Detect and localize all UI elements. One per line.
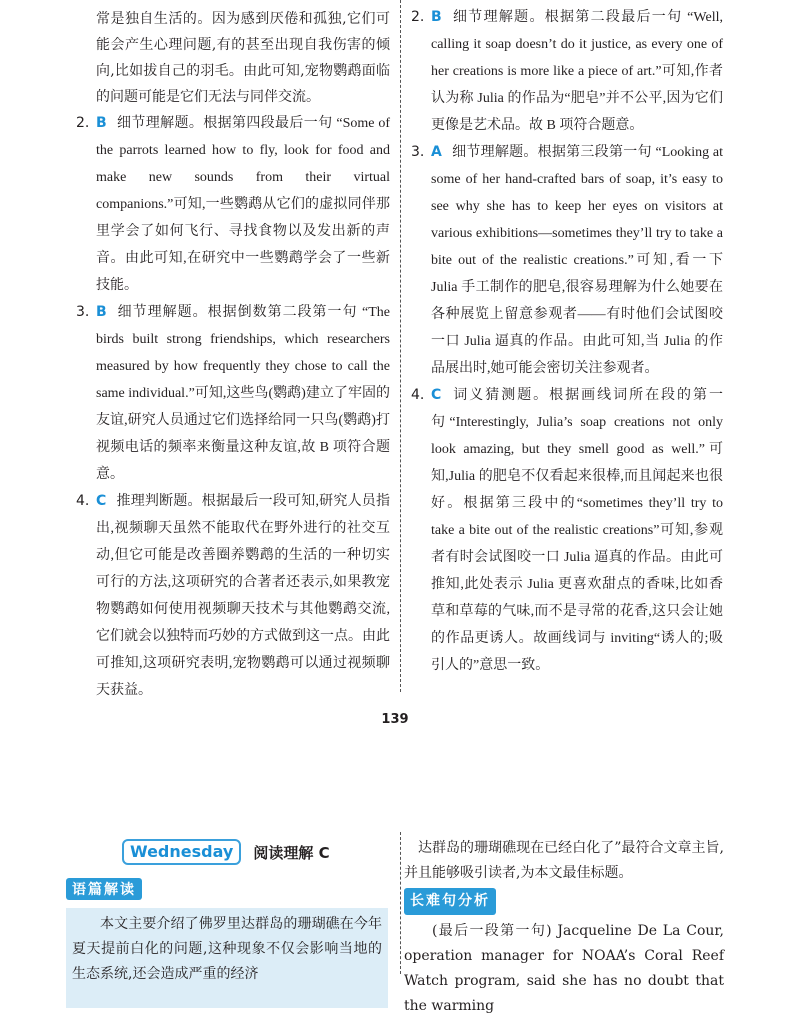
item-number: 4. (76, 493, 90, 509)
item-text: 细节理解题。根据第四段最后一句 “Some of the parrots learned how to fly, look for food and make new sounds from their virtual companions.”可知,一些鹦鹉从它们的虚拟同伴那里学会了如何飞行、寻找食物以及发出新的声音。由此可知,在研究中一些鹦鹉学会了一些新技能。 (96, 116, 390, 293)
item-number: 2. (76, 115, 90, 131)
item-text: 细节理解题。根据倒数第二段第一句 “The birds built strong friendships, which researchers measured by how frequently they chose to call the same individual.”可知,这些鸟(鹦鹉)建立了牢固的友谊,研究人员通过它们选择给同一只鸟(鹦鹉)打视频电话的频率来衡量这种友谊,故 B 项符合题意。 (96, 305, 390, 482)
left-intro-text: 常是独自生活的。因为感到厌倦和孤独,它们可能会产生心理问题,有的甚至出现自我伤害的倾向,比如拔自己的羽毛。由此可知,宠物鹦鹉面临的问题可能是它们无法与同伴交流。 (96, 11, 390, 105)
answer-letter: B (431, 9, 442, 25)
left-column (76, 6, 390, 704)
section-header (122, 836, 388, 868)
sentence-analysis-text: (最后一段第一句) Jacqueline De La Cour, operation manager for NOAA’s Coral Reef Watch program, said she has no doubt that the warming (404, 923, 724, 1014)
item-text: 推理判断题。根据最后一段可知,研究人员指出,视频聊天虽然不能取代在野外进行的社交互动,但它可能是改善圈养鹦鹉的生活的一种切实可行的方法,这项研究的合著者还表示,如果教宠物鹦鹉如何使用视频聊天技术与其他鹦鹉交流,它们就会以独特而巧妙的方式做到这一点。由此可推知,这项研究表明,宠物鹦鹉可以通过视频聊天获益。 (96, 494, 390, 698)
next-page-right (404, 836, 724, 1019)
sentence-analysis-label: 长难句分析 (404, 888, 496, 915)
title-explanation-text: 达群岛的珊瑚礁现在已经白化了”最符合文章主旨,并且能够吸引读者,为本文最佳标题。 (404, 840, 724, 881)
answer-letter: B (96, 304, 107, 320)
passage-summary-text: 本文主要介绍了佛罗里达群岛的珊瑚礁在今年夏天提前白化的问题,这种现象不仅会影响当地的生态系统,还会造成严重的经济 (72, 916, 382, 982)
right-item-2 (411, 4, 723, 139)
item-number: 2. (411, 9, 425, 25)
left-item-3 (76, 299, 390, 488)
item-number: 3. (411, 144, 425, 160)
column-divider-top (400, 0, 401, 692)
next-page-left (66, 836, 388, 1008)
section-title: 阅读理解 C (253, 843, 330, 862)
column-divider-bottom (400, 832, 401, 974)
page-number: 139 (381, 712, 409, 727)
right-column (411, 4, 723, 679)
passage-summary-box (66, 908, 388, 1008)
answer-letter: C (431, 387, 442, 403)
answer-letter: A (431, 144, 442, 160)
answer-letter: B (96, 115, 107, 131)
item-text: 词义猜测题。根据画线词所在段的第一句“Interestingly, Julia’s soap creations not only look amazing, but they smell good as well.”可知,Julia 的肥皂不仅看起来很棒,而且闻起来也很好。根据第三段中的“sometimes they’ll try to take a bite out of the realistic creations”可知,参观者有时会试图咬一口 Julia 逼真的作品。由此可推知,此处表示 Julia 更喜欢甜点的香味,比如香草和草莓的气味,而不是寻常的花香,这只会让她的作品更诱人。故画线词与 inviting“诱人的;吸引人的”意思一致。 (431, 388, 723, 673)
item-text: 细节理解题。根据第二段最后一句 “Well, calling it soap doesn’t do it justice, as every one of her creations is more like a piece of art.”可知,作者认为称 Julia 的作品为“肥皂”并不公平,因为它们更像是艺术品。故 B 项符合题意。 (431, 10, 723, 133)
item-number: 4. (411, 387, 425, 403)
passage-analysis-label: 语篇解读 (66, 878, 142, 900)
wednesday-badge: Wednesday (122, 839, 241, 865)
right-item-3 (411, 139, 723, 382)
left-item-4 (76, 488, 390, 704)
answer-letter: C (96, 493, 107, 509)
item-number: 3. (76, 304, 90, 320)
item-text: 细节理解题。根据第三段第一句 “Looking at some of her hand-crafted bars of soap, it’s easy to see why she has to keep her eyes on visitors at various exhibitions—sometimes they’ll try to take a bite out of the realistic creations.”可知,看一下 Julia 手工制作的肥皂,很容易理解为什么她要在各种展览上留意参观者——有时他们会试图咬一口 Julia 逼真的作品。由此可知,当 Julia 的作品展出时,她可能会密切关注参观者。 (431, 145, 723, 376)
left-item-2 (76, 110, 390, 299)
right-item-4 (411, 382, 723, 679)
